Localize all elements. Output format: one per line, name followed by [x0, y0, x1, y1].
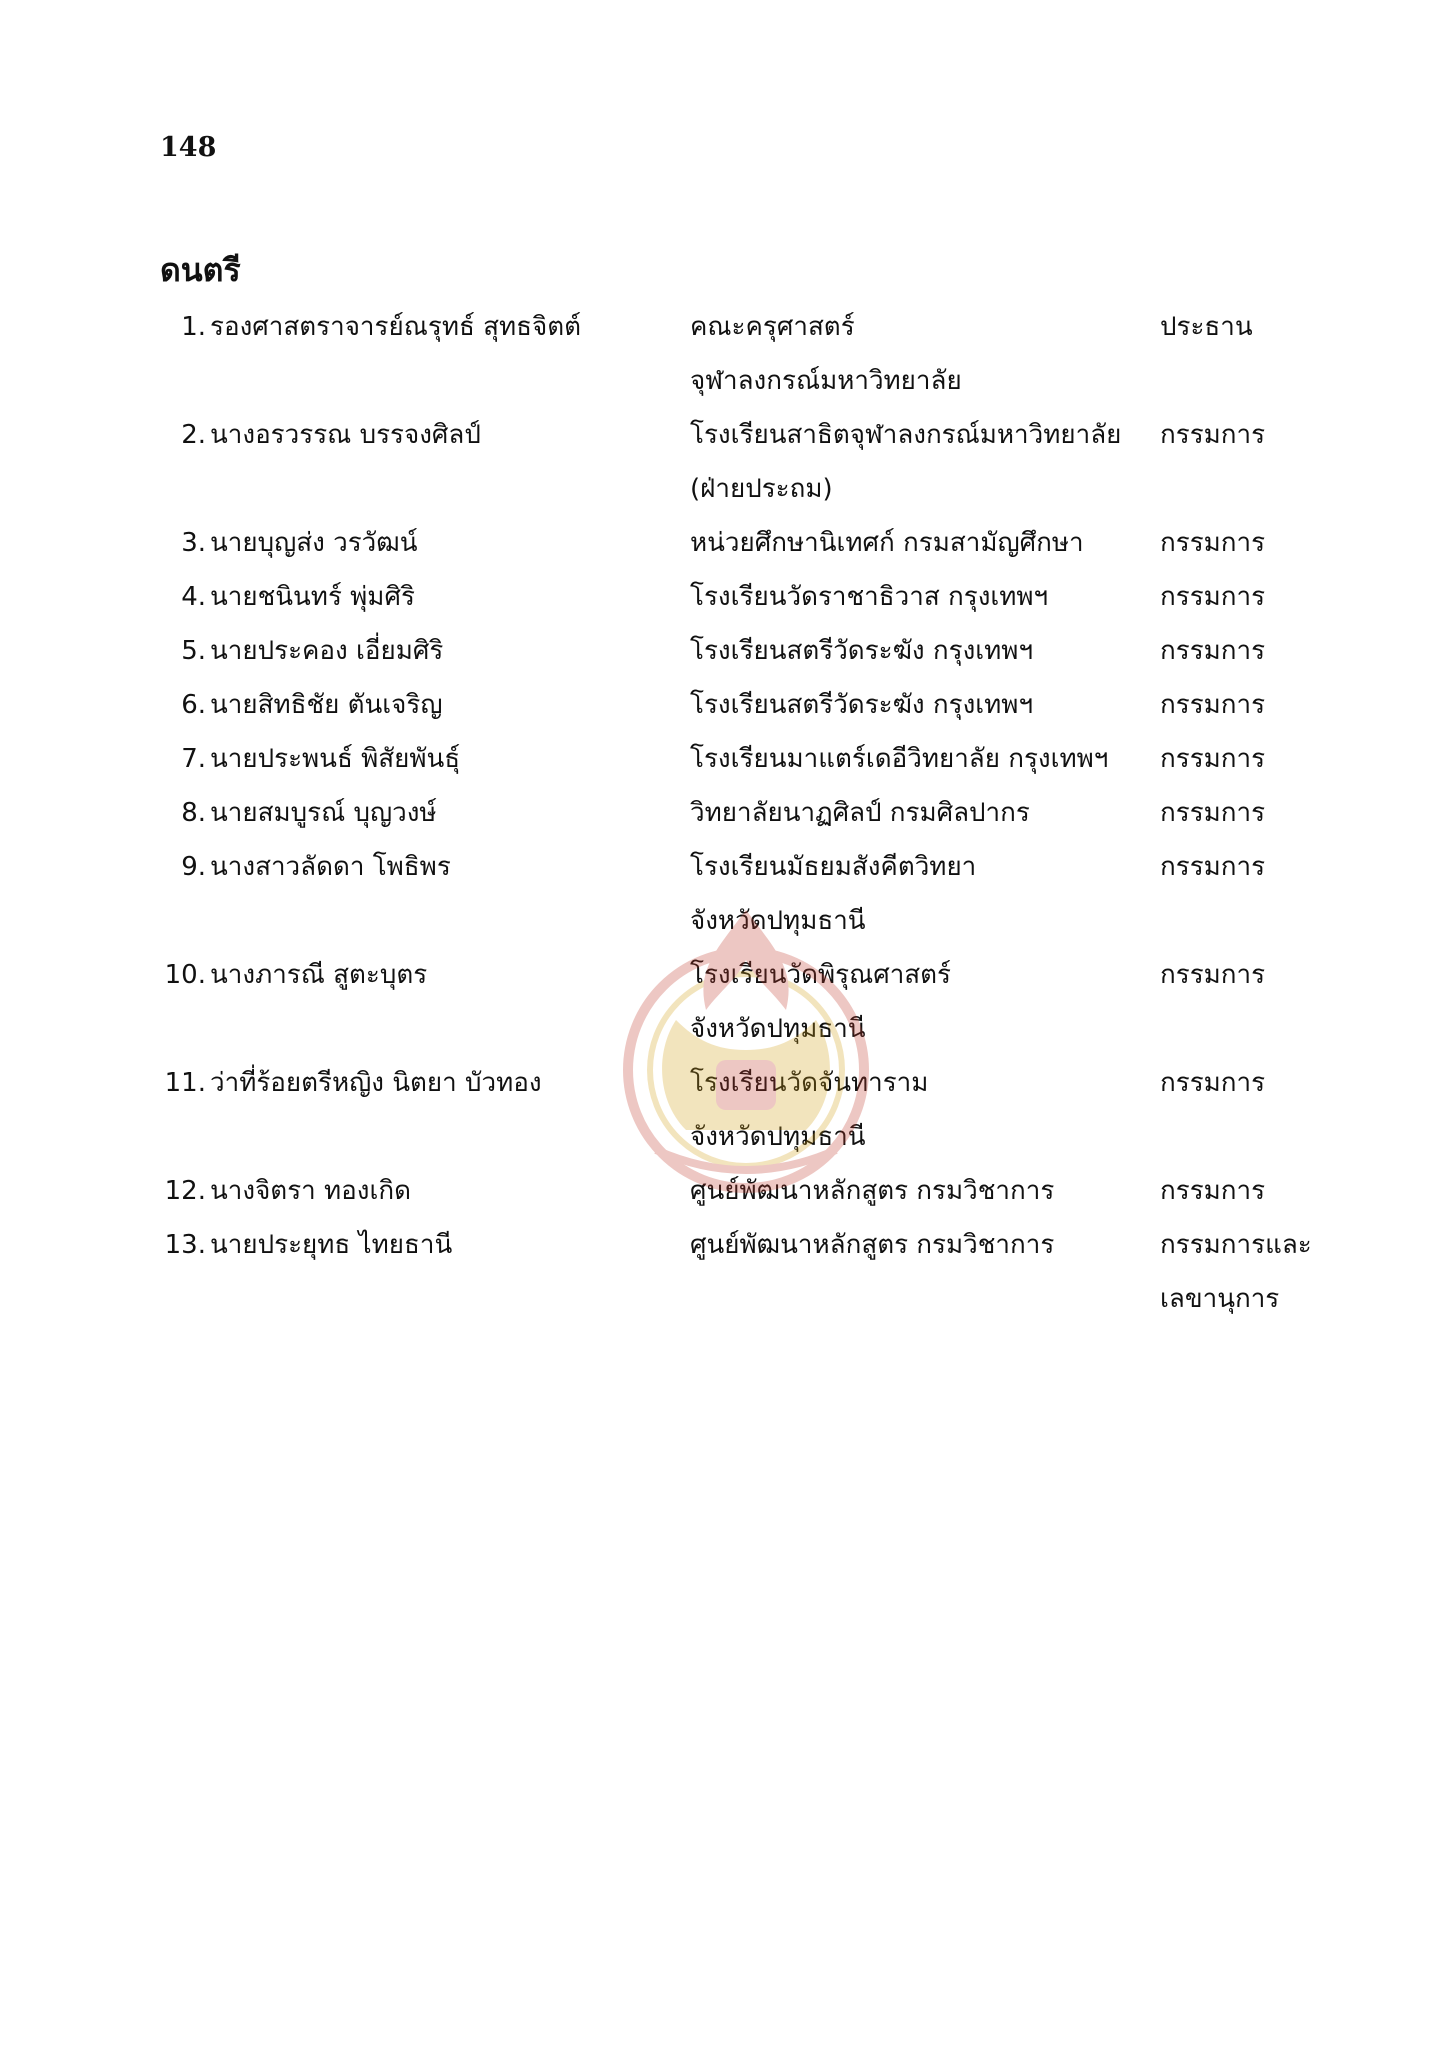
member-role — [1160, 840, 1360, 894]
member-role — [1160, 624, 1360, 678]
organization-line: โรงเรียนสตรีวัดระฆัง กรุงเทพฯ — [690, 690, 1034, 720]
role-line: กรรมการ — [1160, 636, 1266, 666]
organization-line: ศูนย์พัฒนาหลักสูตร กรมวิชาการ — [690, 1230, 1055, 1260]
organization-line: โรงเรียนสาธิตจุฬาลงกรณ์มหาวิทยาลัย — [690, 420, 1122, 450]
organization-line: จังหวัดปทุมธานี — [690, 906, 866, 936]
organization-line: โรงเรียนมาแตร์เดอีวิทยาลัย กรุงเทพฯ — [690, 744, 1109, 774]
organization-line: คณะครุศาสตร์ — [690, 312, 855, 342]
member-name: นางอรวรรณ บรรจงศิลป์ — [210, 420, 481, 450]
member-list — [0, 300, 1456, 1326]
member-organization — [690, 732, 1150, 786]
member-role — [1160, 300, 1360, 354]
member-row — [0, 732, 1456, 786]
role-line: กรรมการ — [1160, 1068, 1266, 1098]
organization-line: โรงเรียนวัดพิรุณศาสตร์ — [690, 960, 952, 990]
member-name: นายบุญส่ง วรวัฒน์ — [210, 528, 418, 558]
member-name: นางภารณี สูตะบุตร — [210, 960, 428, 990]
member-organization — [690, 840, 1150, 948]
member-row — [0, 570, 1456, 624]
member-organization — [690, 1056, 1150, 1164]
member-organization — [690, 1218, 1150, 1272]
member-role — [1160, 1056, 1360, 1110]
member-organization — [690, 408, 1150, 516]
member-number: 2. — [181, 420, 206, 450]
organization-line: วิทยาลัยนาฏศิลป์ กรมศิลปากร — [690, 798, 1030, 828]
role-line: ประธาน — [1160, 312, 1253, 342]
member-name: นายสมบูรณ์ บุญวงษ์ — [210, 798, 437, 828]
role-line: กรรมการ — [1160, 528, 1266, 558]
member-number: 11. — [164, 1068, 206, 1098]
member-number: 6. — [181, 690, 206, 720]
member-number: 7. — [181, 744, 206, 774]
member-number: 10. — [164, 960, 206, 990]
organization-line: โรงเรียนมัธยมสังคีตวิทยา — [690, 852, 977, 882]
member-role — [1160, 678, 1360, 732]
organization-line: หน่วยศึกษานิเทศก์ กรมสามัญศึกษา — [690, 528, 1084, 558]
section-title: ดนตรี — [160, 251, 241, 289]
role-line: กรรมการ — [1160, 582, 1266, 612]
organization-line: จังหวัดปทุมธานี — [690, 1122, 866, 1152]
member-role — [1160, 786, 1360, 840]
member-organization — [690, 624, 1150, 678]
member-row — [0, 1218, 1456, 1326]
member-role — [1160, 570, 1360, 624]
role-line: กรรมการและ — [1160, 1230, 1312, 1260]
member-row — [0, 678, 1456, 732]
role-line: กรรมการ — [1160, 1176, 1266, 1206]
member-number: 12. — [164, 1176, 206, 1206]
member-row — [0, 1056, 1456, 1164]
member-role — [1160, 948, 1360, 1002]
member-number: 4. — [181, 582, 206, 612]
organization-line: ศูนย์พัฒนาหลักสูตร กรมวิชาการ — [690, 1176, 1055, 1206]
member-organization — [690, 786, 1150, 840]
member-row — [0, 948, 1456, 1056]
member-name: รองศาสตราจารย์ณรุทธ์ สุทธจิตต์ — [210, 312, 581, 342]
member-number: 1. — [181, 312, 206, 342]
organization-line: โรงเรียนวัดราชาธิวาส กรุงเทพฯ — [690, 582, 1049, 612]
organization-line: โรงเรียนวัดจันทาราม — [690, 1068, 929, 1098]
member-role — [1160, 408, 1360, 462]
member-number: 8. — [181, 798, 206, 828]
organization-line: จุฬาลงกรณ์มหาวิทยาลัย — [690, 366, 962, 396]
role-line: กรรมการ — [1160, 960, 1266, 990]
member-number: 13. — [164, 1230, 206, 1260]
organization-line: โรงเรียนสตรีวัดระฆัง กรุงเทพฯ — [690, 636, 1034, 666]
member-role — [1160, 1218, 1360, 1326]
member-name: นายชนินทร์ พุ่มศิริ — [210, 582, 415, 612]
role-line: กรรมการ — [1160, 744, 1266, 774]
member-organization — [690, 570, 1150, 624]
member-row — [0, 516, 1456, 570]
member-row — [0, 624, 1456, 678]
member-name: นางสาวลัดดา โพธิพร — [210, 852, 451, 882]
member-role — [1160, 1164, 1360, 1218]
role-line: เลขานุการ — [1160, 1284, 1280, 1314]
member-organization — [690, 678, 1150, 732]
member-number: 5. — [181, 636, 206, 666]
member-organization — [690, 300, 1150, 408]
member-organization — [690, 1164, 1150, 1218]
member-name: นายประคอง เอี่ยมศิริ — [210, 636, 444, 666]
member-role — [1160, 516, 1360, 570]
member-organization — [690, 948, 1150, 1056]
member-role — [1160, 732, 1360, 786]
organization-line: (ฝ่ายประถม) — [690, 474, 833, 504]
page-number: 148 — [160, 132, 217, 163]
role-line: กรรมการ — [1160, 852, 1266, 882]
role-line: กรรมการ — [1160, 798, 1266, 828]
member-row — [0, 786, 1456, 840]
member-organization — [690, 516, 1150, 570]
member-name: นางจิตรา ทองเกิด — [210, 1176, 411, 1206]
member-row — [0, 300, 1456, 408]
member-row — [0, 840, 1456, 948]
member-name: นายประยุทธ ไทยธานี — [210, 1230, 453, 1260]
role-line: กรรมการ — [1160, 420, 1266, 450]
member-name: ว่าที่ร้อยตรีหญิง นิตยา บัวทอง — [210, 1068, 542, 1098]
member-row — [0, 1164, 1456, 1218]
member-number: 9. — [181, 852, 206, 882]
member-row — [0, 408, 1456, 516]
member-number: 3. — [181, 528, 206, 558]
organization-line: จังหวัดปทุมธานี — [690, 1014, 866, 1044]
role-line: กรรมการ — [1160, 690, 1266, 720]
member-name: นายประพนธ์ พิสัยพันธุ์ — [210, 744, 461, 774]
member-name: นายสิทธิชัย ตันเจริญ — [210, 690, 443, 720]
